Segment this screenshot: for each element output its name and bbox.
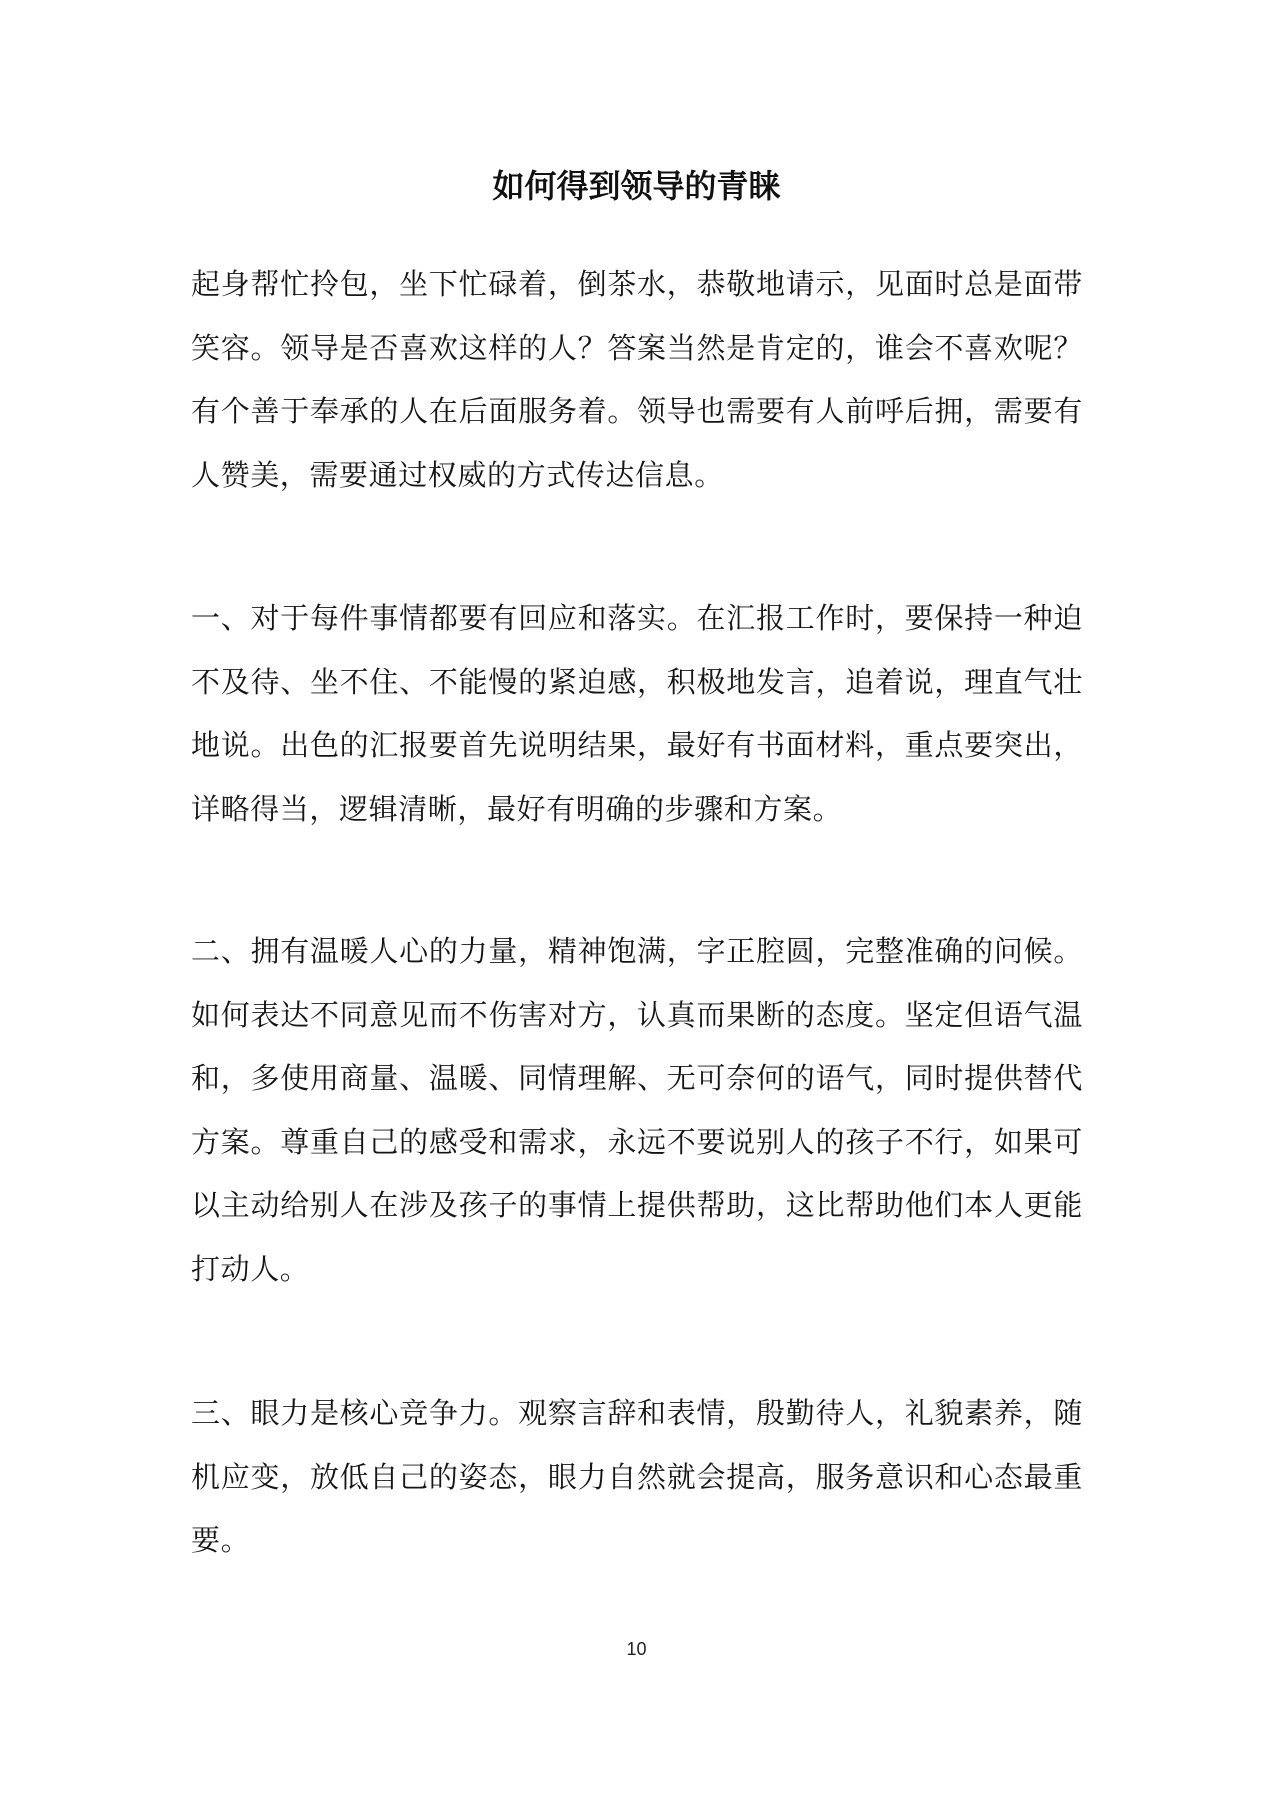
paragraph-point-three: 三、眼力是核心竞争力。观察言辞和表情，殷勤待人，礼貌素养，随机应变，放低自己的姿态，眼力自然就会提高，服务意识和心态最重要。 bbox=[191, 1396, 1083, 1557]
page-number: 10 bbox=[626, 1639, 647, 1659]
paragraph-intro: 起身帮忙拎包，坐下忙碌着，倒茶水，恭敬地请示，见面时总是面带笑容。领导是否喜欢这样的人？答案当然是肯定的，谁会不喜欢呢？有个善于奉承的人在后面服务着。领导也需要有人前呼后拥，需要有人赞美，需要通过权威的方式传达信息。 bbox=[191, 267, 1083, 492]
paragraph-point-two: 二、拥有温暖人心的力量，精神饱满，字正腔圆，完整准确的问候。如何表达不同意见而不伤害对方，认真而果断的态度。坚定但语气温和，多使用商量、温暖、同情理解、无可奈何的语气，同时提供替代方案。尊重自己的感受和需求，永远不要说别人的孩子不行，如果可以主动给别人在涉及孩子的事情上提供帮助，这比帮助他们本人更能打动人。 bbox=[191, 934, 1083, 1286]
document-title: 如何得到领导的青睐 bbox=[492, 167, 781, 205]
paragraph-point-one: 一、对于每件事情都要有回应和落实。在汇报工作时，要保持一种迫不及待、坐不住、不能慢的紧迫感，积极地发言，追着说，理直气壮地说。出色的汇报要首先说明结果，最好有书面材料，重点要突出，详略得当，逻辑清晰，最好有明确的步骤和方案。 bbox=[191, 601, 1083, 826]
